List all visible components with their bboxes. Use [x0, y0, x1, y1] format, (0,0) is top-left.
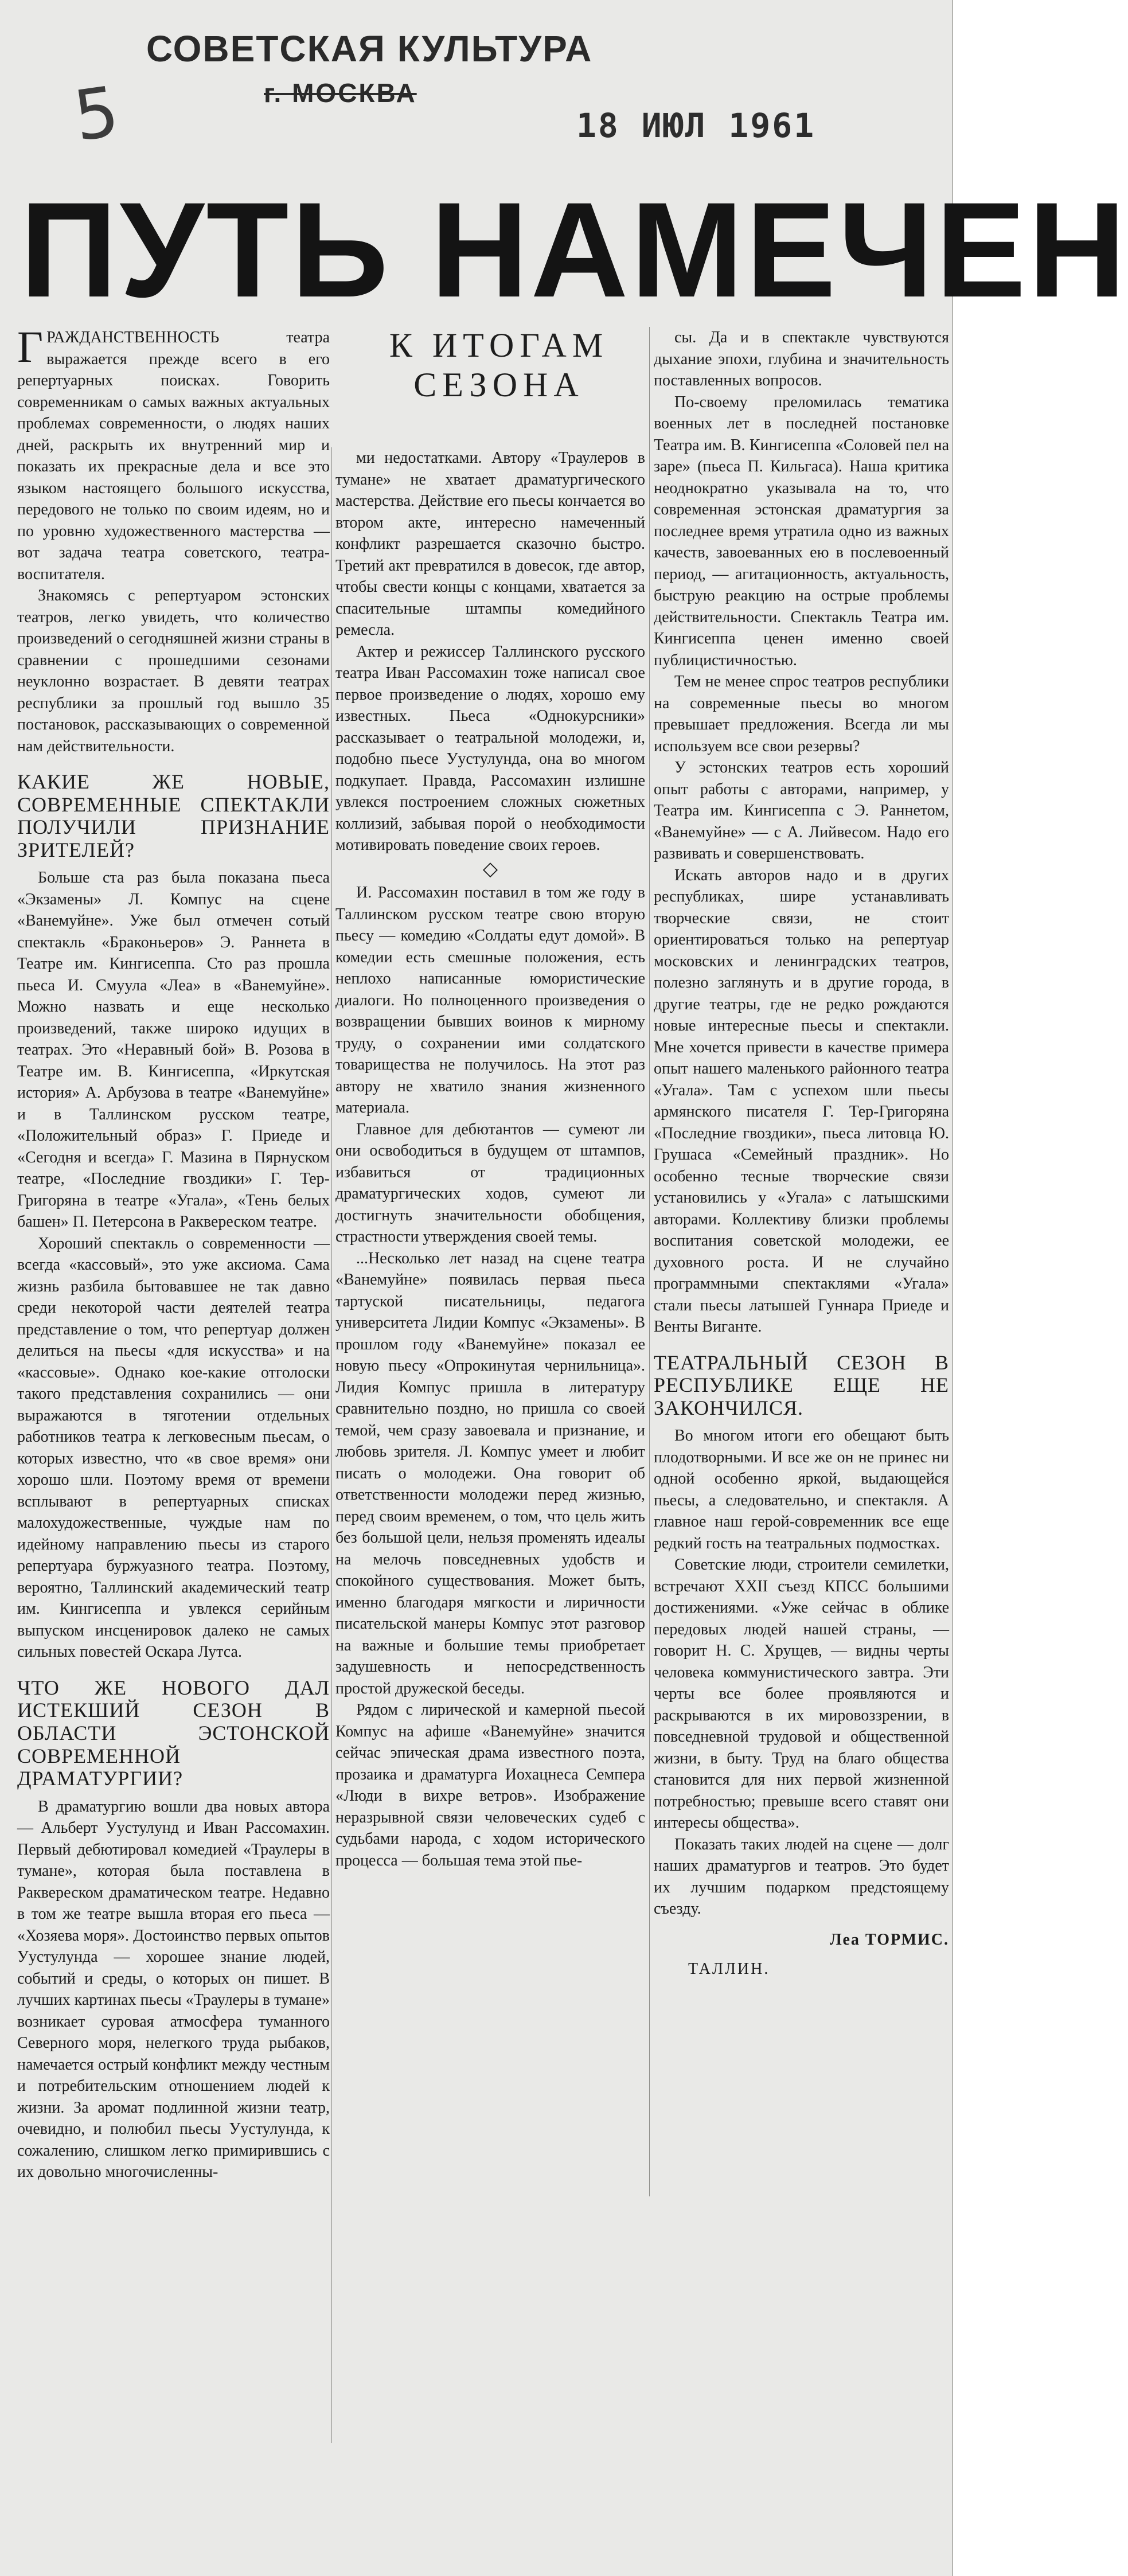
article-column-3	[654, 327, 949, 1980]
paragraph: ...Несколько лет назад на сцене театра «Ванемуйне» появилась первая пьеса тартуской писательницы, педагога университета Лидии Компус «Экзамены». В прошлом году «Ванемуйне» показал ее новую пьесу «Опрокинутая чернильница». Лидия Компус пришла в литературу сравнительно поздно, но пришла со своей темой, чем сразу завоевала и признание, и любовь зрителя. Л. Компус умеет и любит писать о молодежи. Она говорит об ответственности молодежи перед жизнью, перед своим временем, о том, что цель жить без большой цели, нельзя променять идеалы на мелочь повседневных удобств и спокойного существования. Может быть, именно благодаря мягкости и лиричности писательской манеры Компус этот разговор на важные и большие темы приобретает задушевность и непосредственность простой дружеской беседы.	[335, 1249, 645, 1697]
paragraph: Актер и режиссер Таллинского русского театра Иван Рассомахин тоже написал свое первое произведение о людях, хорошо ему известных. Пьеса «Однокурсники» рассказывает о театральной молодежи, и, подобно пьесе Уустулунда, она во многом подкупает. Правда, Рассомахин излишне увлекся построением сложных сюжетных коллизий, забывая порой о необходимости мотивировать поведение своих героев.	[335, 642, 645, 854]
section-heading: ТЕАТРАЛЬНЫЙ СЕЗОН В РЕСПУБЛИКЕ ЕЩЕ НЕ ЗАКОНЧИЛСЯ.	[654, 1351, 949, 1419]
article-column-1	[17, 322, 330, 2183]
paragraph: В драматургию вошли два новых автора — Альберт Уустулунд и Иван Рассомахин. Первый дебютировал комедией «Траулеры в тумане», которая была поставлена в Раквереском драматическом театре. Недавно в том же театре вышла вторая его пьеса — «Хозяева моря». Достоинство первых опытов Уустулунда — хорошее знание людей, событий и среды, о которых он пишет. В лучших картинах пьесы «Траулеры в тумане» возникает суровая атмосфера туманного Северного моря, нелегкого труда рыбаков, намечается острый конфликт между честным и потребительским отношением людей к жизни. За аромат подлинной жизни театр, очевидно, и полюбил пьесы Уустулунда, к сожалению, слишком легко примирившись с их довольно многочисленны-	[17, 1797, 330, 2181]
paragraph: Тем не менее спрос театров республики на современные пьесы во многом превышает предложения. Всегда ли мы используем все свои резервы?	[654, 673, 949, 755]
paragraph: Рядом с лирической и камерной пьесой Компус на афише «Ванемуйне» значится сейчас эпическая драма известного поэта, прозаика и драматурга Иохацнеса Семпера «Люди в вихре ветров». Изображение неразрывной связи человеческих судеб с судьбами народа, с ходом исторического процесса — большая тема этой пье-	[335, 1701, 645, 1869]
paragraph: Показать таких людей на сцене — долг наших драматургов и театров. Это будет их лучшим подарком предстоящему съезду.	[654, 1835, 949, 1918]
paragraph: Хороший спектакль о современности — всегда «кассовый», это уже аксиома. Сама жизнь разбила бытовавшее не так давно среди некоторой части деятелей театра представление о том, что репертуар должен делиться на пьесы «для искусства» и на «кассовые». Однако кое-какие отголоски такого представления сохранились — они выражаются в тяготении отдельных работников театра к легковесным пьесам, о которых известно, что «в свое время» они хорошо шли. Поэтому время от времени всплывают в репертуарных списках малохудожественные, чуждые нам по идейному направлению пьесы из старого репертуара буржуазного театра. Поэтому, вероятно, Таллинский академический театр им. Кингисеппа и увлекся серийным выпуском инсценировок далеко не самых сильных повестей Оскара Лутса.	[17, 1234, 330, 1661]
paragraph: Советские люди, строители семилетки, встречают XXII съезд КПСС большими достижениями. «Уже сейчас в облике передовых людей нашей страны, — говорит Н. С. Хрущев, — видны черты человека коммунистического завтра. Эти черты все более проявляются и раскрываются в их мировоззрении, в повседневной трудовой и общественной жизни, в быту. Труд на благо общества становится для них первой жизненной потребностью; превыше всего ставят они интересы общества».	[654, 1556, 949, 1832]
date-stamp: 18 ИЮЛ 1961	[576, 106, 816, 145]
dateline-place: ТАЛЛИН.	[688, 1960, 770, 1978]
archive-number: 5	[69, 72, 124, 157]
author-signature: Леа ТОРМИС.	[829, 1930, 949, 1949]
column-rule-1	[331, 447, 332, 2443]
paragraph: И. Рассомахин поставил в том же году в Таллинском русском театре свою вторую пьесу — комедию «Солдаты едут домой». В комедии есть смешные положения, есть неплохо написанные юмористические диалоги. Но полноценного произведения о возвращении бывших воинов к мирному труду, о сохранении ими солдатского товарищества не получилось. На этот раз автору не хватило знания жизненного материала.	[335, 884, 645, 1117]
article-column-2	[335, 447, 645, 1871]
paragraph: Во многом итоги его обещают быть плодотворными. И все же он не принес ни одной особенно яркой, выдающейся пьесы, а следовательно, и спектакля. А главное наш герой-современник все еще редкий гость на театральных подмостках.	[654, 1427, 949, 1552]
paragraph: сы. Да и в спектакле чувствуются дыхание эпохи, глубина и значительность поставленных вопросов.	[654, 329, 949, 389]
headline: ПУТЬ НАМЕЧЕН	[20, 174, 1128, 326]
column-rule-2	[649, 327, 650, 2196]
subheading-line-2: СЕЗОНА	[413, 366, 584, 404]
paragraph: ми недостатками. Автору «Траулеров в тумане» не хватает драматургического мастерства. Действие его пьесы кончается во втором акте, интересно намеченный конфликт разрешается сказочно быстро. Третий акт превратился в довесок, где автор, чтобы свести концы с концами, хватается за спасительные штампы комедийного ремесла.	[335, 449, 645, 639]
subheading-line-1: К ИТОГАМ	[389, 326, 609, 364]
diamond-ornament: ◇	[482, 858, 498, 880]
subheading	[356, 326, 642, 405]
paragraph: Знакомясь с репертуаром эстонских театров, легко увидеть, что количество произведений о сегодняшней жизни страны в сравнении с прошедшими сезонами неуклонно возрастает. В девяти театрах республики за прошлый год вышло 35 постановок, рассказывающих о современной нам действительности.	[17, 587, 330, 755]
masthead-title: СОВЕТСКАЯ КУЛЬТУРА	[146, 28, 593, 69]
masthead-city: г. МОСКВА	[264, 78, 417, 108]
paragraph: ГРАЖДАНСТВЕННОСТЬ театра выражается прежде всего в его репертуарных поисках. Говорить современникам о самых важных актуальных проблемах современности, о людях наших дней, раскрыть их внутренний мир и показать их прекрасные дела и все это языком настоящего большого искусства, передового не только по своим идеям, но и по уровню художественного мастерства — вот задача театра советского, театра-воспитателя.	[17, 322, 330, 583]
section-heading: КАКИЕ ЖЕ НОВЫЕ, СОВРЕМЕННЫЕ СПЕКТАКЛИ ПОЛУЧИЛИ ПРИЗНАНИЕ ЗРИТЕЛЕЙ?	[17, 770, 330, 861]
section-heading: ЧТО ЖЕ НОВОГО ДАЛ ИСТЕКШИЙ СЕЗОН В ОБЛАСТИ ЭСТОНСКОЙ СОВРЕМЕННОЙ ДРАМАТУРГИИ?	[17, 1676, 330, 1790]
paragraph: Искать авторов надо и в других республиках, шире устанавливать творческие связи, не стоит ориентироваться только на репертуар московских и ленинградских театров, полезно заглянуть и в другие города, в другие театры, где не редко рождаются новые интересные пьесы и спектакли. Мне хочется привести в качестве примера опыт нашего маленького районного театра «Угала». Там с успехом шли пьесы армянского писателя Г. Тер-Григоряна «Последние гвоздики», пьеса литовца Ю. Грушаса «Семейный праздник». Но особенно тесные творческие связи установились у «Угала» с латышскими авторами. Коллективу близки проблемы воспитания советской молодежи, ее духовного роста. И не случайно программными спектаклями «Угала» стали пьесы латышей Гуннара Приеде и Венты Вигантe.	[654, 866, 949, 1336]
paragraph: По-своему преломилась тематика военных лет в последней постановке Театра им. В. Кингисеппа «Соловей пел на заре» (пьеса П. Кильгаса). Наша критика неоднократно указывала на то, что современная эстонская драматургия за последнее время утратила одно из важных качеств, завоеванных ею в послевоенный период, — агитационность, актуальность, быструю реакцию на острые проблемы действительности. Спектакль Театра им. Кингисеппа ценен именно своей публицистичностью.	[654, 393, 949, 669]
clipping-lower-strip	[0, 2237, 333, 2576]
paragraph: Больше ста раз была показана пьеса «Экзамены» Л. Компус на сцене «Ванемуйне». Уже был отмечен сотый спектакль «Браконьеров» Э. Раннета в Театре им. Кингисеппа. Сто раз прошла пьеса И. Смуула «Леа» в «Ванемуйне». Можно назвать и еще несколько произведений, также широко идущих в театрах. Это «Неравный бой» В. Розова в Театре им. В. Кингисеппа, «Иркутская история» А. Арбузова в театре «Ванемуйне» и в Таллинском русском театре, «Положительный образ» Г. Приеде и «Сегодня и всегда» Г. Мазина в Пярнуском театре, «Последние гвоздики» Г. Тер-Григоряна в театре «Угала», «Тень белых башен» П. Петерсона в Раквереском театре.	[17, 869, 330, 1231]
paragraph: У эстонских театров есть хороший опыт работы с авторами, например, у Театра им. Кингисеппа с Э. Раннетом, «Ванемуйне» — с А. Лийвесом. Надо его развивать и совершенствовать.	[654, 759, 949, 862]
paragraph: Главное для дебютантов — сумеют ли они освободиться в будущем от штампов, избавиться от традиционных драматургических ходов, сумеют ли достигнуть значительности обобщения, страстности утверждения своей темы.	[335, 1120, 645, 1246]
